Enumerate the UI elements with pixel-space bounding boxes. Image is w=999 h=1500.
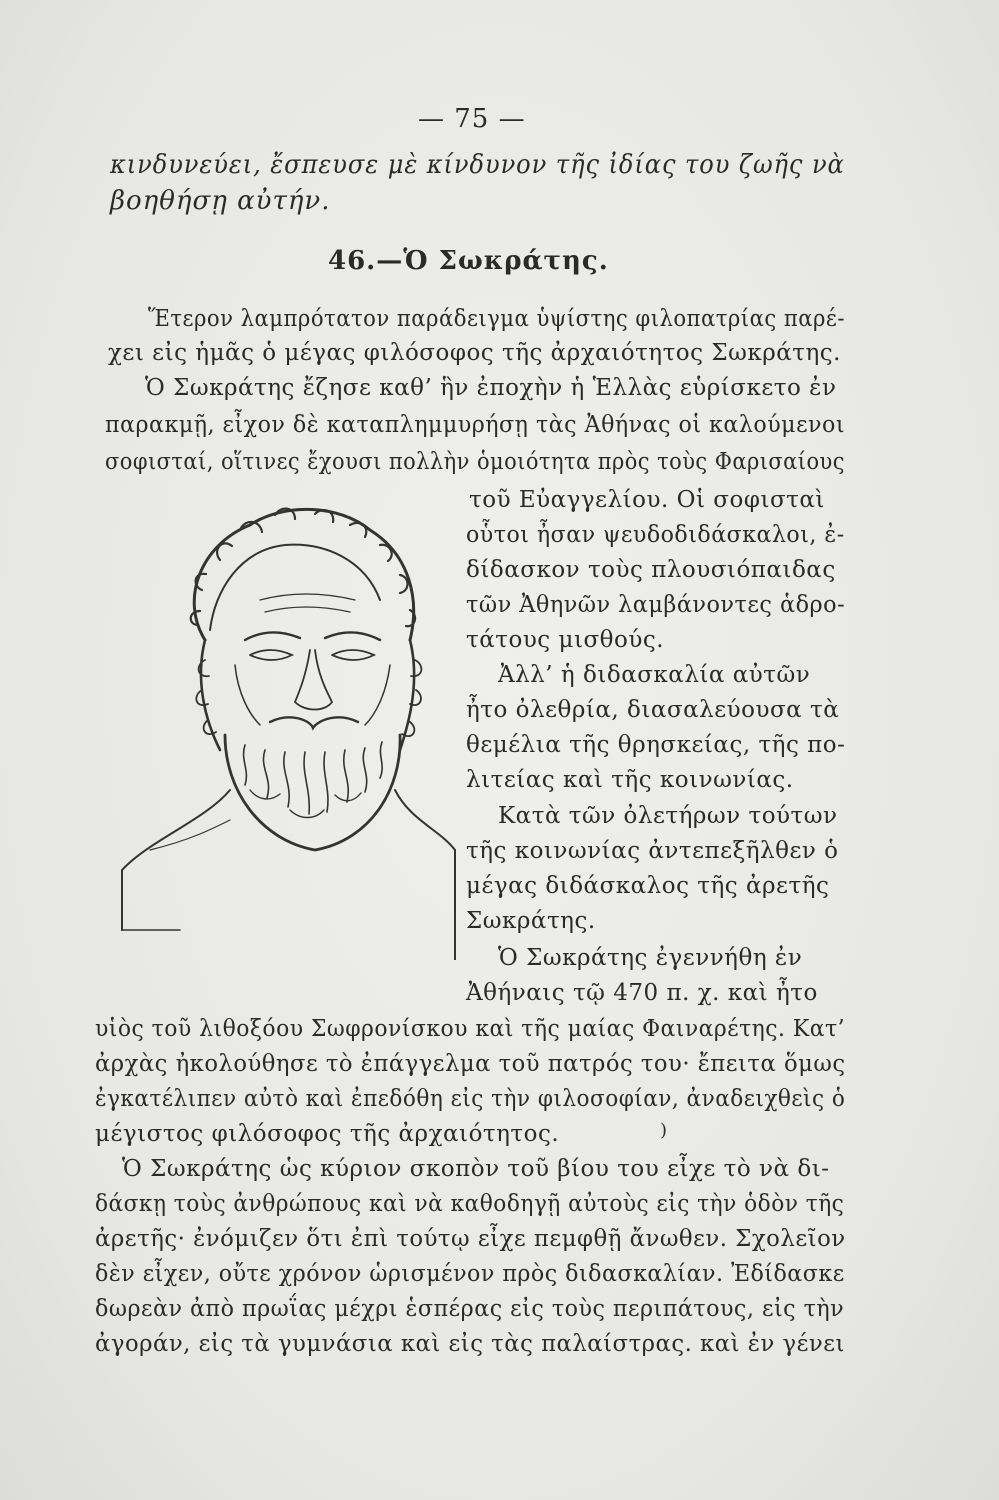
carryover-line: κινδυνεύει, ἔσπευσε μὲ κίνδυνον τῆς ἰδίας του ζωῆς νὰ — [110, 150, 845, 180]
side-column-line: θεμέλια τῆς θρησκείας, τῆς πο- — [466, 732, 846, 758]
paragraph-line: Ὁ Σωκράτης ὡς κύριον σκοπὸν τοῦ βίου του εἶχε τὸ νὰ δι- — [122, 1156, 830, 1182]
paragraph-line: χει εἰς ἡμᾶς ὁ μέγας φιλόσοφος τῆς ἀρχαιότητος Σωκράτης. — [108, 340, 841, 366]
side-column-line: ἦτο ὀλεθρία, διασαλεύουσα τὰ — [466, 697, 840, 723]
socrates-bust-illustration — [110, 490, 465, 960]
paragraph-line: μέγιστος φιλόσοφος τῆς ἀρχαιότητος. — [95, 1121, 560, 1147]
side-column-line: τάτους μισθούς. — [466, 627, 665, 653]
section-heading: 46.—Ὁ Σωκράτης. — [328, 246, 609, 276]
paragraph-line: υἱὸς τοῦ λιθοξόου Σωφρονίσκου καὶ τῆς μαίας Φαιναρέτης. Κατ’ — [95, 1016, 846, 1042]
side-column-line: μέγας διδάσκαλος τῆς ἀρετῆς — [466, 873, 830, 899]
side-column-line: τῶν Ἀθηνῶν λαμβάνοντες ἁδρο- — [466, 592, 846, 618]
paragraph-line: ἀρετῆς· ἐνόμιζεν ὅτι ἐπὶ τούτῳ εἶχε πεμφθῇ ἄνωθεν. Σχολεῖον — [95, 1226, 846, 1252]
carryover-line: βοηθήσῃ αὐτήν. — [110, 186, 331, 216]
paragraph-line: ἀγοράν, εἰς τὰ γυμνάσια καὶ εἰς τὰς παλαίστρας. καὶ ἐν γένει — [95, 1331, 845, 1357]
paragraph-line: δὲν εἶχεν, οὔτε χρόνον ὡρισμένον πρὸς διδασκαλίαν. Ἐδίδασκε — [95, 1261, 845, 1287]
paragraph-line: ἀρχὰς ἠκολούθησε τὸ ἐπάγγελμα τοῦ πατρός του· ἔπειτα ὅμως — [95, 1051, 846, 1077]
side-column-line: Ἀθήναις τῷ 470 π. χ. καὶ ἦτο — [466, 980, 818, 1006]
side-column-line: λιτείας καὶ τῆς κοινωνίας. — [466, 767, 794, 793]
paragraph-line: παρακμῇ, εἶχον δὲ καταπλημμυρήσῃ τὰς Ἀθήνας οἱ καλούμενοι — [105, 412, 846, 438]
stray-mark: ) — [660, 1120, 668, 1141]
paragraph-line: ἐγκατέλιπεν αὐτὸ καὶ ἐπεδόθη εἰς τὴν φιλοσοφίαν, ἀναδειχθεὶς ὁ — [95, 1086, 846, 1112]
paragraph-line: δάσκῃ τοὺς ἀνθρώπους καὶ νὰ καθοδηγῇ αὐτοὺς εἰς τὴν ὁδὸν τῆς — [95, 1191, 845, 1217]
side-column-line: Ὁ Σωκράτης ἐγεννήθη ἐν — [498, 945, 803, 971]
paragraph-line: Ἕτερον λαμπρότατον παράδειγμα ὑψίστης φιλοπατρίας παρέ- — [148, 306, 845, 332]
paragraph-line: σοφισταί, οἵτινες ἔχουσι πολλὴν ὁμοιότητα πρὸς τοὺς Φαρισαίους — [105, 449, 845, 475]
page-number: — 75 — — [418, 104, 526, 134]
paragraph-line: δωρεὰν ἀπὸ πρωΐας μέχρι ἑσπέρας εἰς τοὺς περιπάτους, εἰς τὴν — [95, 1296, 845, 1322]
side-column-line: οὗτοι ἦσαν ψευδοδιδάσκαλοι, ἐ- — [466, 522, 845, 548]
side-column-line: τῆς κοινωνίας ἀντεπεξῆλθεν ὁ — [466, 838, 839, 864]
side-column-line: Ἀλλ’ ἡ διδασκαλία αὐτῶν — [498, 662, 811, 688]
side-column-line: Σωκράτης. — [466, 908, 596, 934]
side-column-line: δίδασκον τοὺς πλουσιόπαιδας — [466, 557, 836, 583]
side-column-line: Κατὰ τῶν ὀλετήρων τούτων — [498, 803, 838, 829]
side-column-line: τοῦ Εὐαγγελίου. Οἱ σοφισταὶ — [469, 487, 825, 513]
paragraph-line: Ὁ Σωκράτης ἔζησε καθ’ ἣν ἐποχὴν ἡ Ἑλλὰς εὑρίσκετο ἐν — [145, 375, 837, 401]
